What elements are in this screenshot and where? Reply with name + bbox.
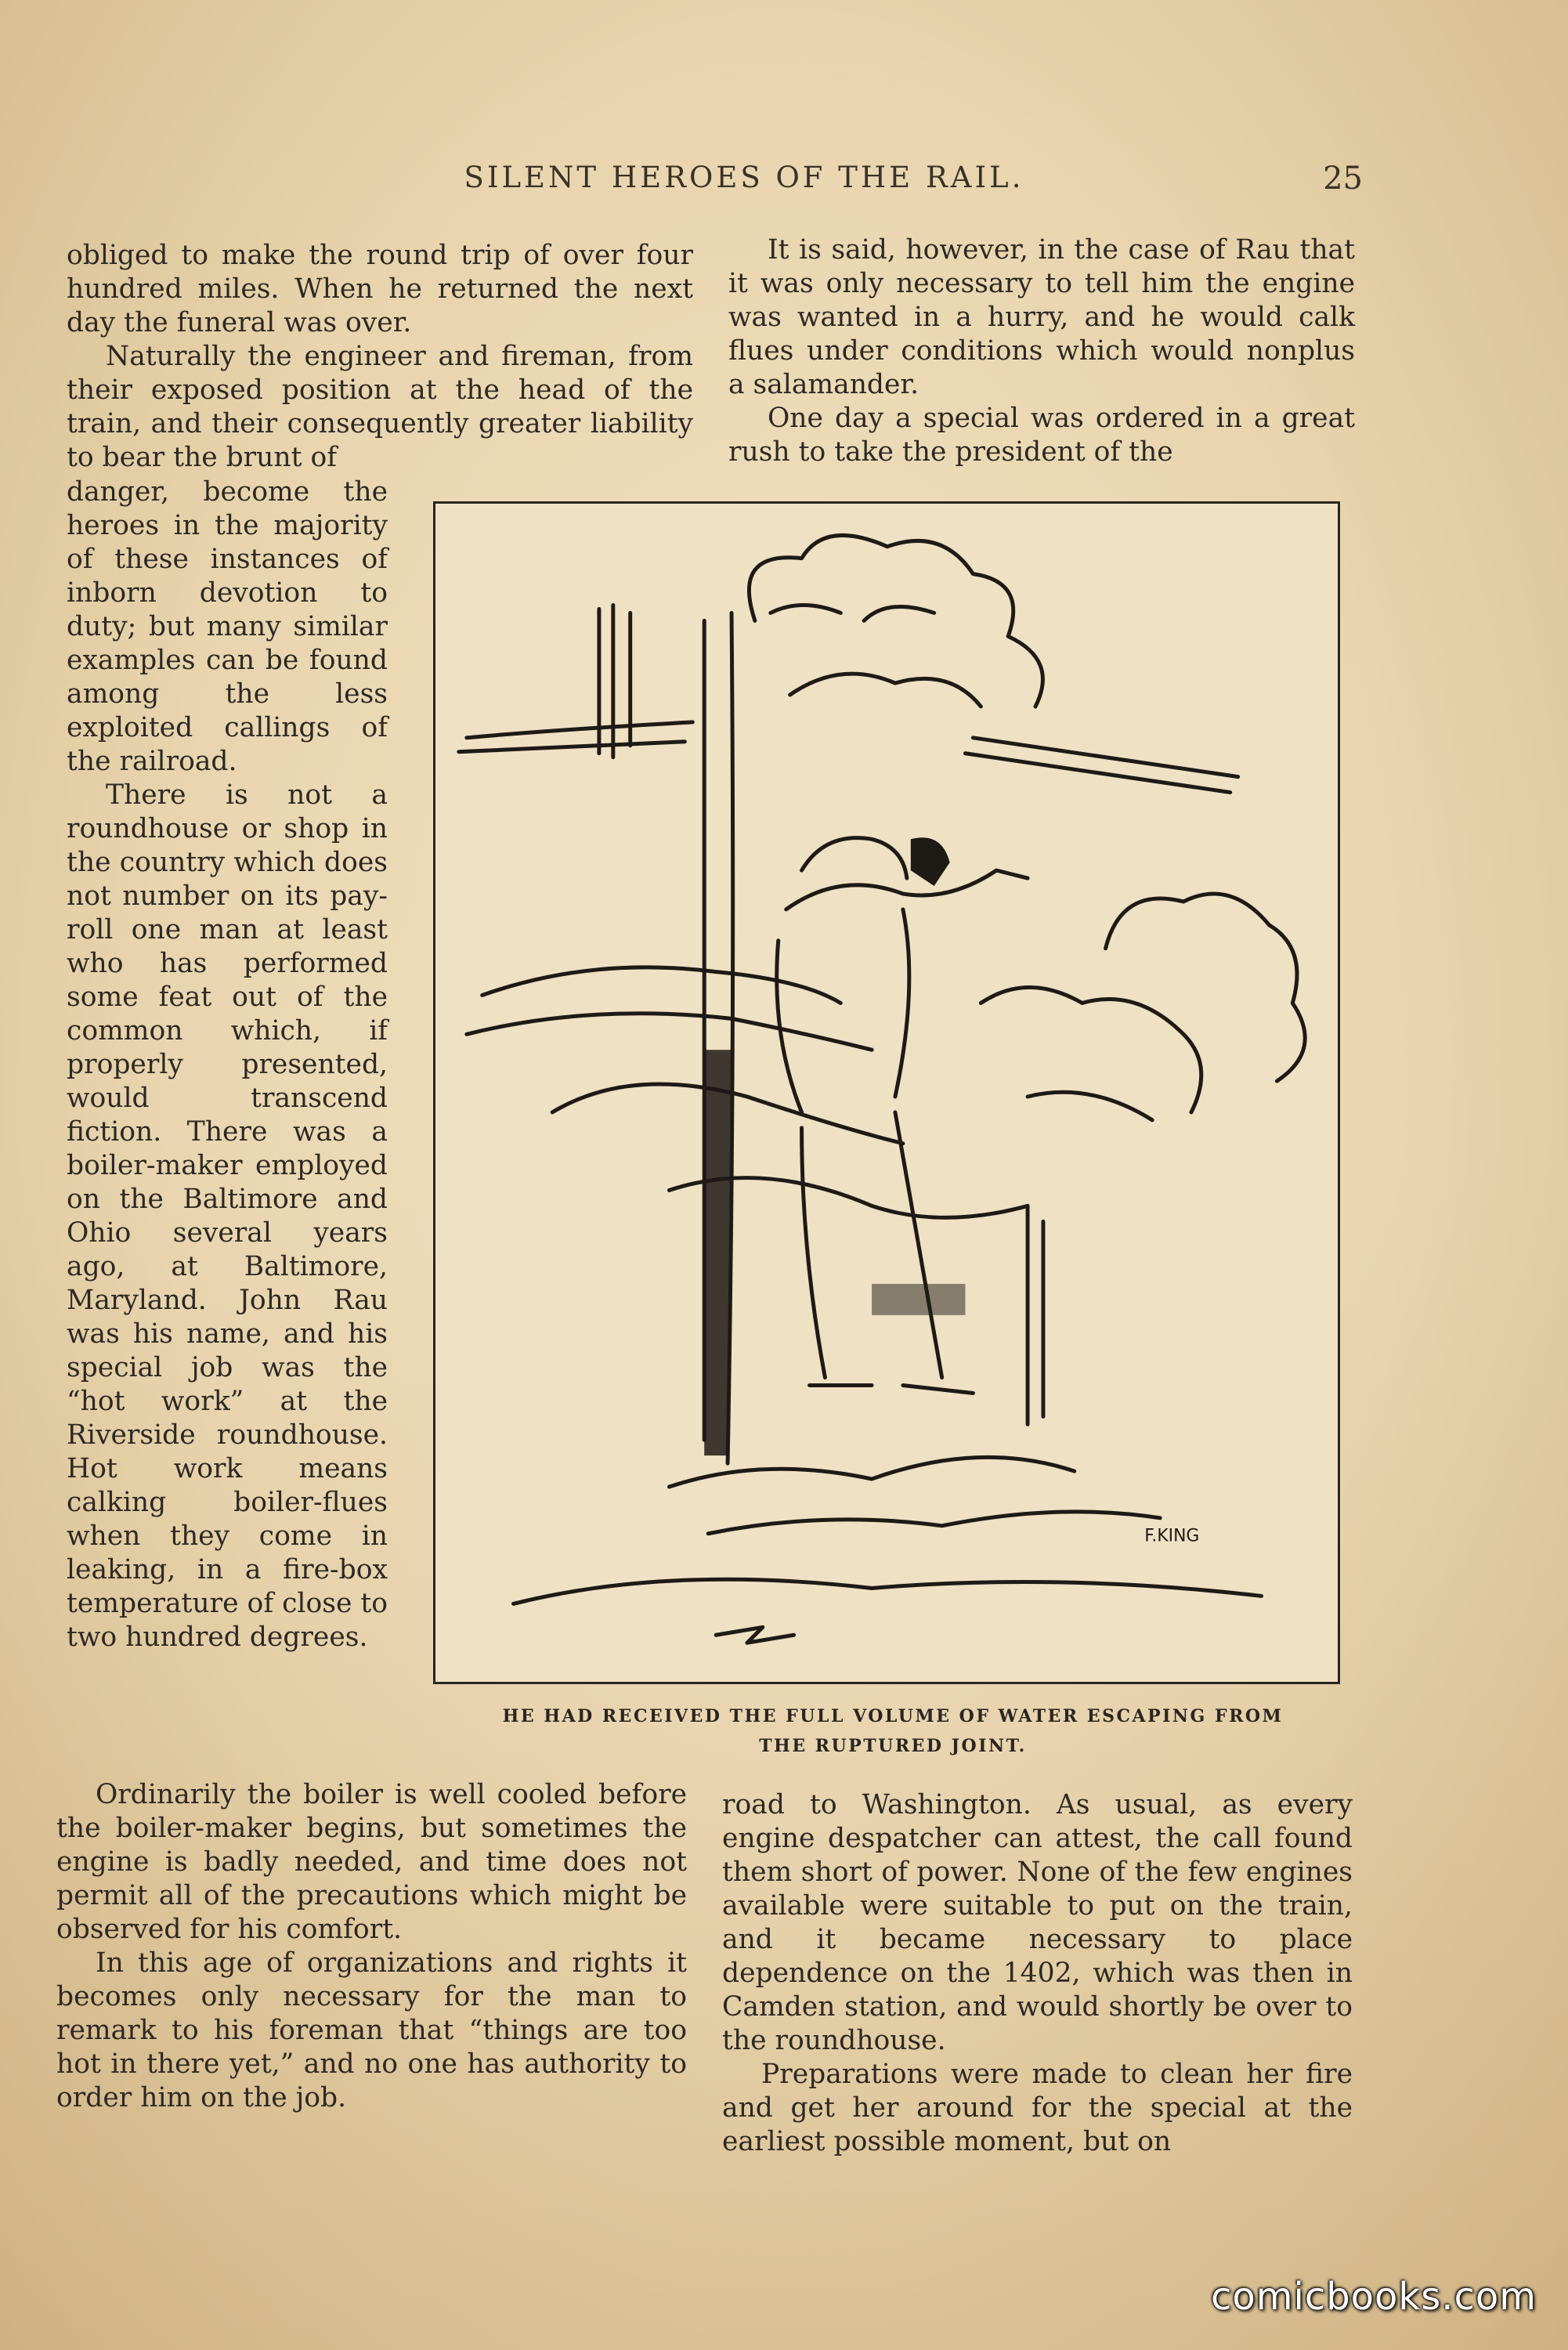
paragraph: Preparations were made to clean her fire and get her around for the special at the earliest possible moment, but on [722, 2059, 1353, 2157]
paragraph: danger, become the heroes in the majority of these instances of inborn devotion to duty; but many similar examples can be found among the less exploited callings of the railroad. [67, 476, 388, 777]
left-column-bottom [56, 1778, 687, 2115]
paragraph: Naturally the engineer and fireman, from their exposed position at the head of the train, and their consequently greater liability to bear the brunt of [67, 341, 693, 473]
paragraph: It is said, however, in the case of Rau that it was only necessary to tell him the engine was wanted in a hurry, and he would calk flues under conditions which would nonplus a salamander. [728, 234, 1355, 400]
paragraph: There is not a roundhouse or shop in the country which does not number on its pay-roll one man at least who has performed some feat out of the common which, if properly presented, would transcend fiction. There was a boiler-maker employed on the Baltimore and Ohio several years ago, at Baltimore, Maryland. John Rau was his name, and his special job was the “hot work” at the Riverside roundhouse. Hot work means calking boiler-flues when they come in leaking, in a fire-box temperature of close to two hundred degrees. [67, 779, 388, 1653]
caption-line-1: HE HAD RECEIVED THE FULL VOLUME OF WATER ESCAPING FROM [502, 1706, 1284, 1726]
page-number: 25 [1323, 161, 1363, 197]
left-column-top [67, 239, 693, 475]
caption-line-2: THE RUPTURED JOINT. [759, 1736, 1027, 1756]
paragraph: road to Washington. As usual, as every engine despatcher can attest, the call found them short of power. None of the few engines available were suitable to put on the train, and it became necessary to place dependence on the 1402, which was then in Camden station, and would shortly be over to the roundhouse. [722, 1789, 1353, 2056]
site-watermark: comicbooks.com [1210, 2275, 1537, 2319]
paragraph: obliged to make the round trip of over four hundred miles. When he returned the next day the funeral was over. [67, 240, 693, 338]
paragraph: One day a special was ordered in a great rush to take the president of the [728, 403, 1355, 468]
page-header [63, 161, 1363, 208]
artist-signature: F.KING [1144, 1526, 1200, 1546]
narrow-column [67, 475, 388, 1654]
illustration [433, 501, 1340, 1684]
illustration-caption [446, 1701, 1339, 1761]
paragraph: In this age of organizations and rights it becomes only necessary for the man to remark to his foreman that “things are too hot in there yet,” and no one has authority to order him on the job. [56, 1947, 687, 2113]
engine-cab-drawing [435, 504, 1338, 1682]
running-title: SILENT HEROES OF THE RAIL. [464, 161, 1024, 194]
right-column-top [728, 233, 1355, 469]
right-column-bottom [722, 1788, 1353, 2159]
paragraph: Ordinarily the boiler is well cooled before the boiler-maker begins, but sometimes the engine is badly needed, and time does not permit all of the precautions which might be observed for his comfort. [56, 1779, 687, 1945]
